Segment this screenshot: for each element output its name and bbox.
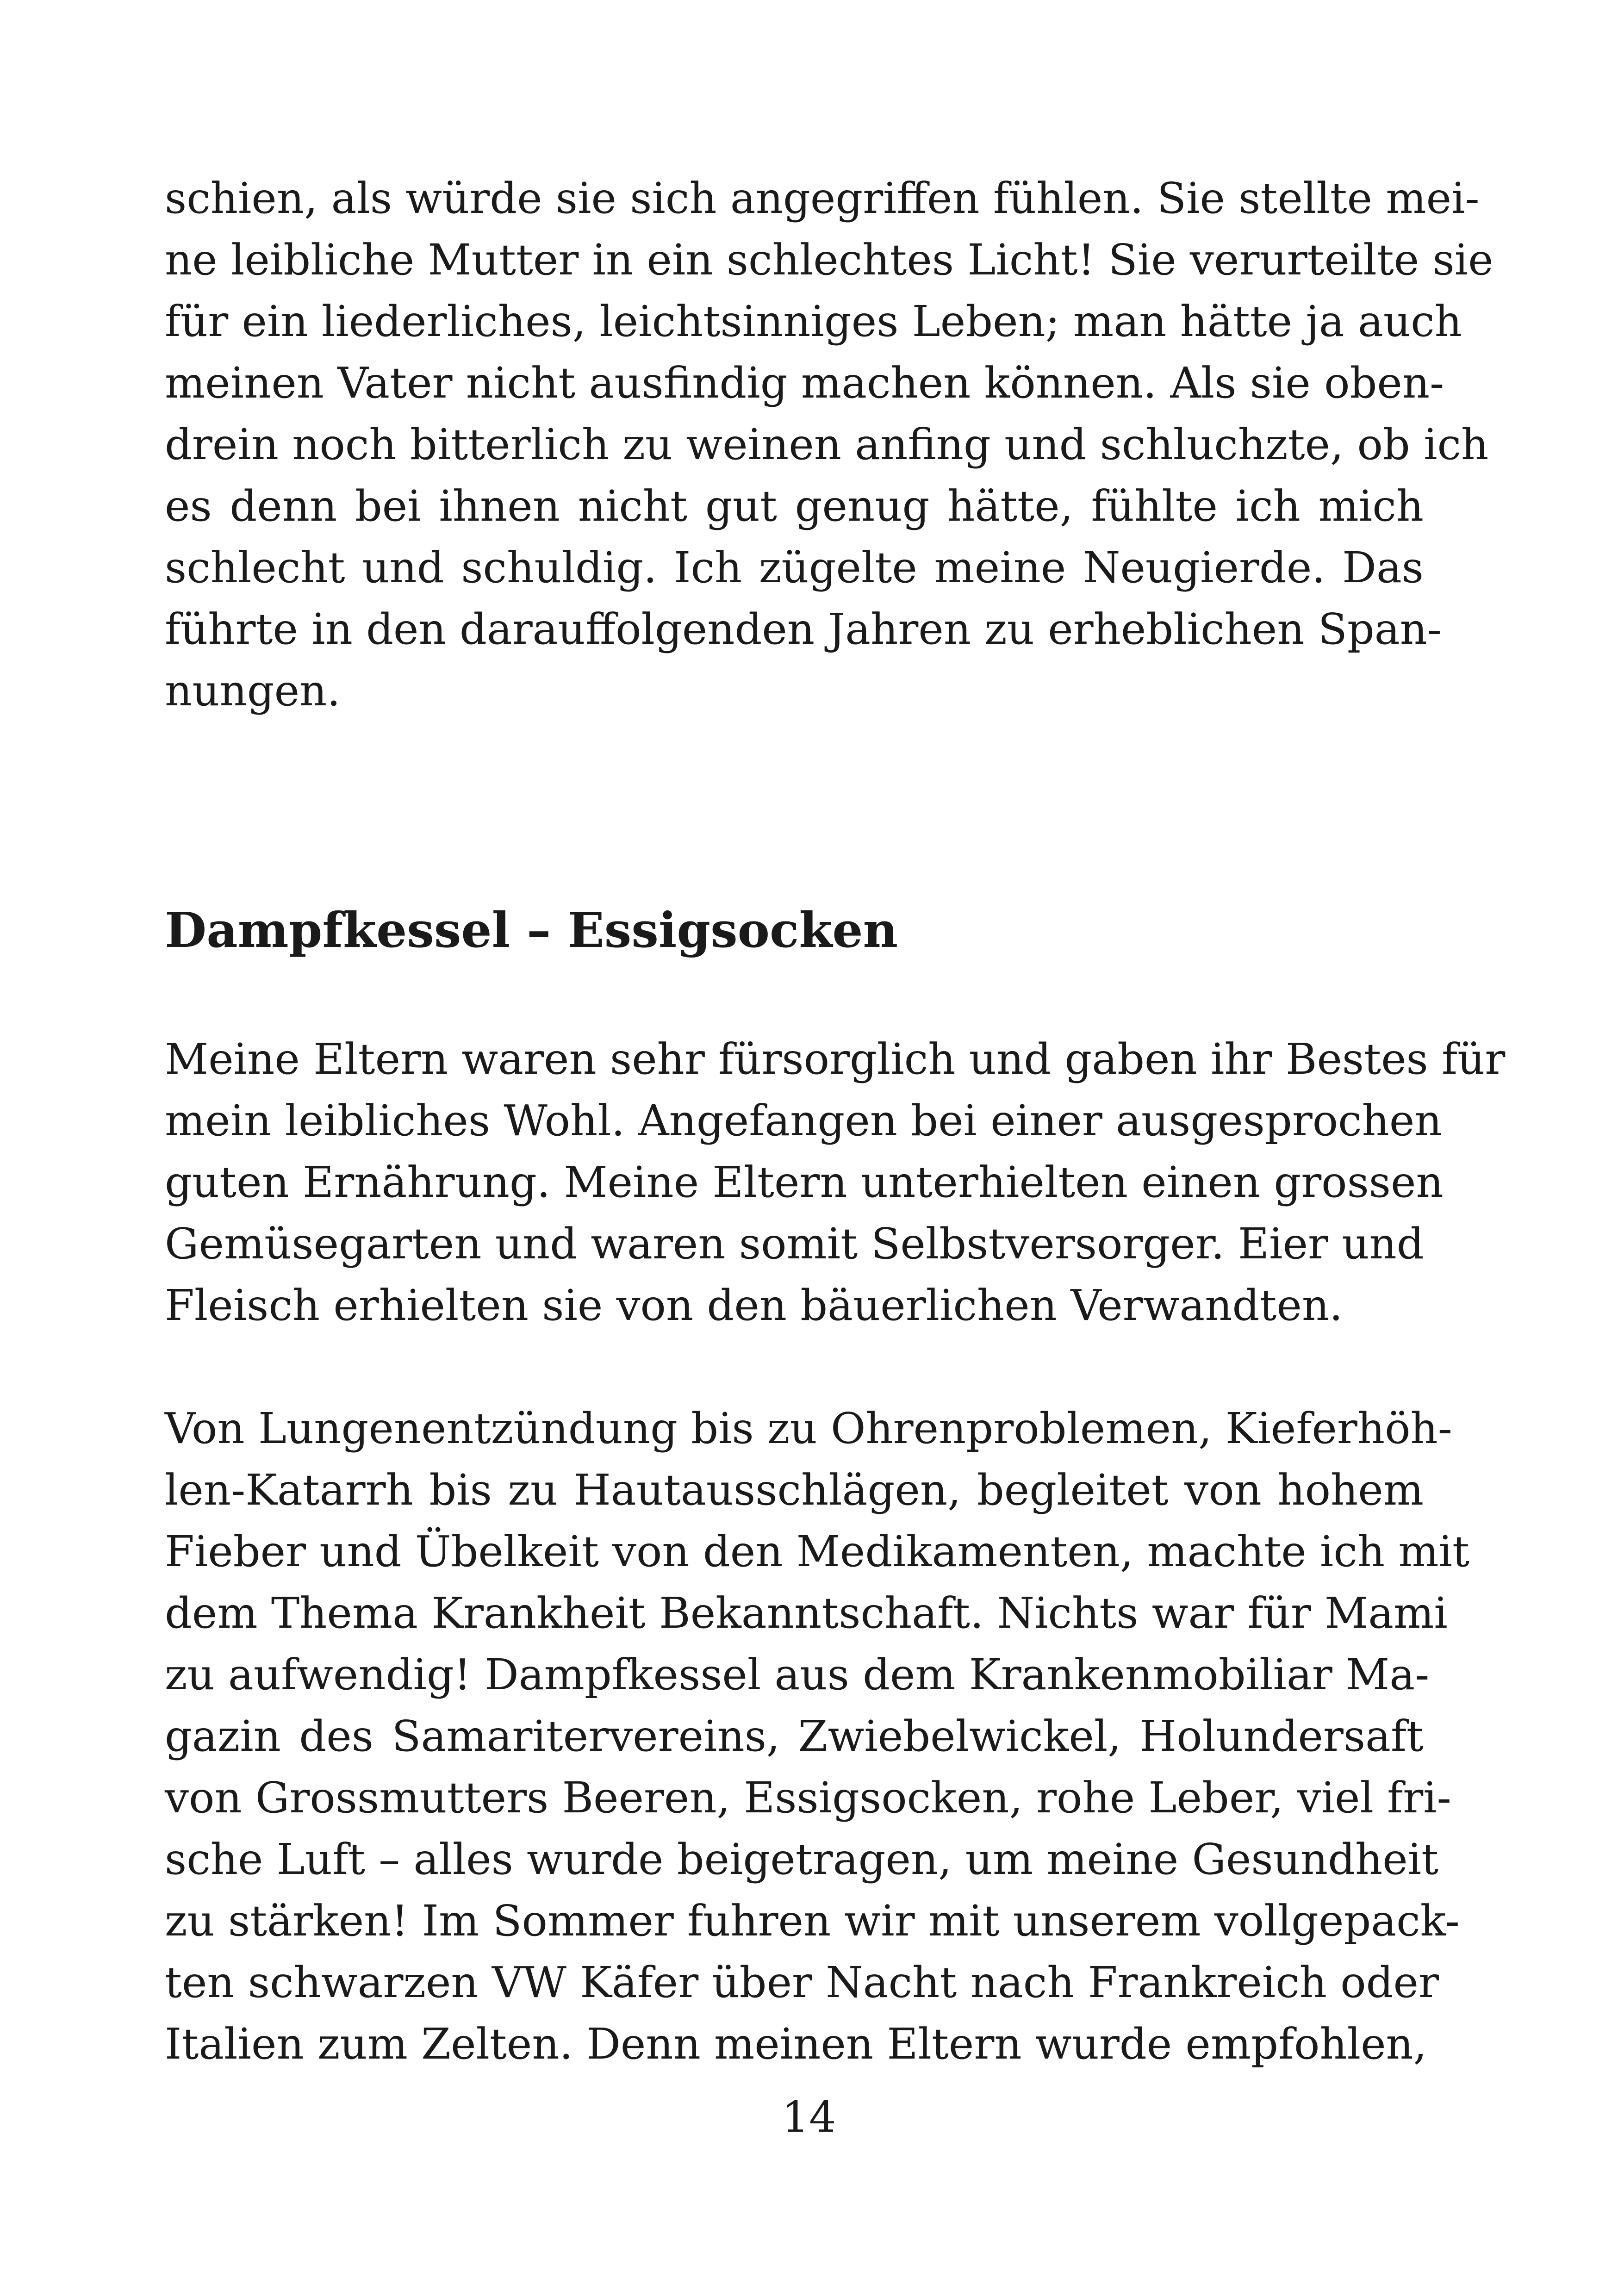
text-line: Von Lungenentzündung bis zu Ohrenproblemen, Kieferhöh- [165, 1404, 1452, 1453]
text-line: schien, als würde sie sich angegriffen fühlen. Sie stellte mei- [165, 174, 1480, 223]
text-line: schlecht und schuldig. Ich zügelte meine Neugierde. Das [165, 543, 1424, 592]
text-line: für ein liederliches, leichtsinniges Leben; man hätte ja auch [165, 297, 1462, 346]
text-line: Gemüsegarten und waren somit Selbstversorger. Eier und [165, 1219, 1424, 1269]
text-line: es denn bei ihnen nicht gut genug hätte, fühlte ich mich [165, 481, 1424, 531]
text-line: guten Ernährung. Meine Eltern unterhielten einen grossen [165, 1157, 1444, 1207]
text-line: len-Katarrh bis zu Hautausschlägen, begleitet von hohem [165, 1465, 1424, 1515]
text-line: nungen. [165, 666, 341, 716]
text-line: Fieber und Übelkeit von den Medikamenten, machte ich mit [165, 1527, 1469, 1576]
paragraph [165, 1028, 1506, 1336]
text-line: meinen Vater nicht ausfindig machen können. Als sie oben- [165, 358, 1444, 408]
page-number: 14 [782, 2092, 836, 2142]
text-line: gazin des Samaritervereins, Zwiebelwickel, Holundersaft [165, 1711, 1424, 1761]
text-line: Fleisch erhielten sie von den bäuerlichen Verwandten. [165, 1281, 1343, 1330]
text-line: zu stärken! Im Sommer fuhren wir mit unserem vollgepack- [165, 1896, 1460, 1946]
text-line: drein noch bitterlich zu weinen anfing und schluchzte, ob ich [165, 420, 1489, 469]
text-line: sche Luft – alles wurde beigetragen, um meine Gesundheit [165, 1835, 1439, 1884]
text-line: ne leibliche Mutter in ein schlechtes Licht! Sie verurteilte sie [165, 235, 1494, 285]
paragraph-continued [165, 168, 1494, 722]
text-line: mein leibliches Wohl. Angefangen bei einer ausgesprochen [165, 1096, 1442, 1145]
text-line: ten schwarzen VW Käfer über Nacht nach Frankreich oder [165, 1958, 1439, 2007]
text-line: dem Thema Krankheit Bekanntschaft. Nichts war für Mami [165, 1588, 1448, 1638]
text-line: zu aufwendig! Dampfkessel aus dem Krankenmobiliar Ma- [165, 1650, 1430, 1699]
text-line: Meine Eltern waren sehr fürsorglich und gaben ihr Bestes für [165, 1034, 1506, 1084]
paragraph [165, 1398, 1469, 2075]
text-line: von Grossmutters Beeren, Essigsocken, rohe Leber, viel fri- [165, 1773, 1451, 1823]
text-line: führte in den darauffolgenden Jahren zu erheblichen Span- [165, 604, 1442, 654]
text-line: Italien zum Zelten. Denn meinen Eltern wurde empfohlen, [165, 2019, 1427, 2069]
section-heading: Dampfkessel – Essigsocken [165, 902, 898, 958]
